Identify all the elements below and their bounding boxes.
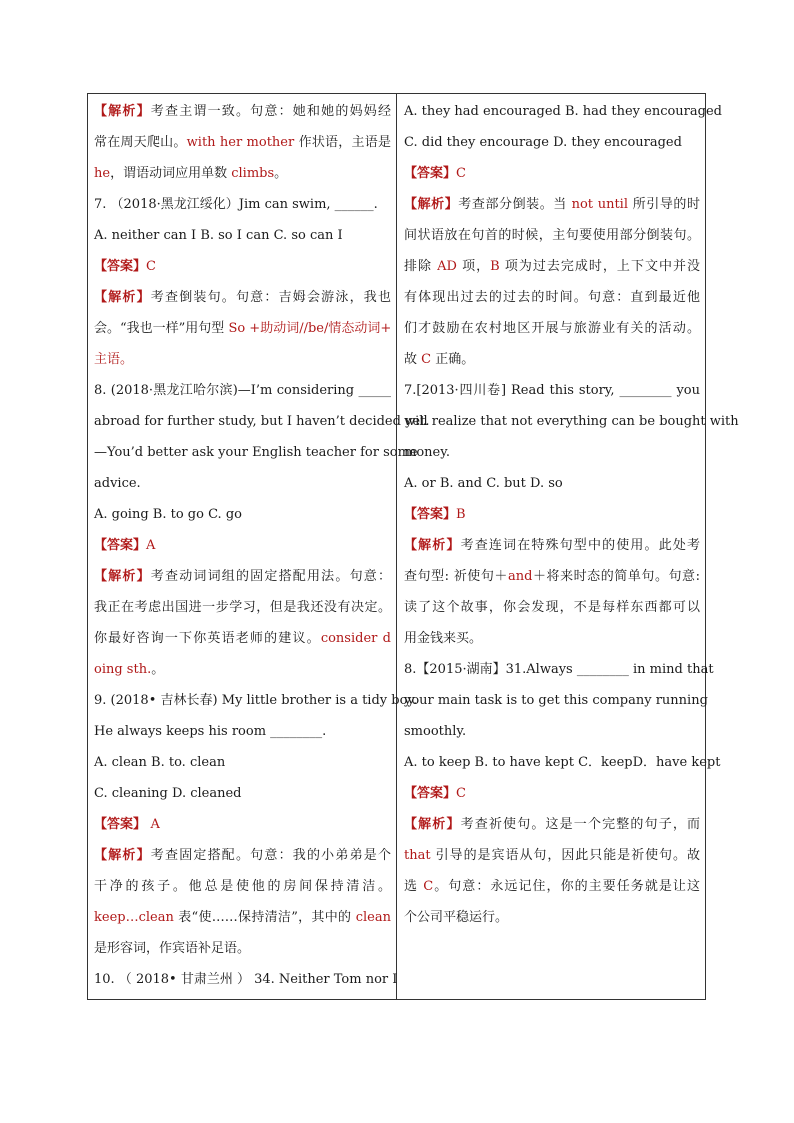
text-run: 【解析】 <box>94 848 151 863</box>
text-run: 。句意：永远记住，你的主要任务就是让这 <box>433 879 700 894</box>
right-text-line <box>404 220 700 251</box>
text-run: 用金钱来买。 <box>404 631 483 646</box>
text-run: 有体现出过去的过去的时间。句意：直到最近他 <box>404 290 700 305</box>
text-run: your main task is to get this company running <box>404 693 708 708</box>
text-run: 。 <box>274 166 288 181</box>
left-text-line <box>94 282 391 313</box>
right-text-line <box>404 778 700 809</box>
left-text-line <box>94 933 391 964</box>
left-text-line <box>94 437 418 468</box>
text-run: A <box>150 817 160 832</box>
text-run: 读了这个故事，你会发现，不是每样东西都可以 <box>404 600 700 615</box>
left-text-line <box>94 96 391 127</box>
left-text-line <box>94 158 391 189</box>
text-run: 【答案】 <box>94 538 147 553</box>
text-run: 会。“我也一样”用句型 <box>94 321 229 336</box>
text-run: 表“使……保持清洁”，其中的 <box>178 910 356 925</box>
left-text-line <box>94 623 391 654</box>
text-run: 【解析】 <box>94 104 151 119</box>
left-text-line <box>94 561 391 592</box>
left-text-line <box>94 127 391 158</box>
text-run: will realize that not everything can be bought with <box>404 414 739 429</box>
left-text-line <box>94 871 391 902</box>
text-run: 【解析】 <box>404 197 459 212</box>
text-run: 考查连词在特殊句型中的使用。此处考 <box>460 538 700 553</box>
text-run: 考查动词词组的固定搭配用法。句意： <box>150 569 391 584</box>
right-text-line <box>404 96 722 127</box>
text-run: 排除 <box>404 259 438 274</box>
text-run: 们才鼓励在农村地区开展与旅游业有关的活动。 <box>404 321 700 336</box>
text-run: 查句型: 祈使句＋ <box>404 569 508 584</box>
text-run: advice. <box>94 476 141 491</box>
text-run: money. <box>404 445 450 460</box>
left-text-line <box>94 313 391 344</box>
left-text-line <box>94 499 391 530</box>
text-run: A. neither can I B. so I can C. so can I <box>94 228 343 243</box>
left-text-line <box>94 592 391 623</box>
right-text-line <box>404 313 700 344</box>
text-run: 。 <box>151 662 165 677</box>
text-run: 【解析】 <box>404 538 461 553</box>
text-run: 考查倒装句。句意：吉姆会游泳，我也 <box>150 290 391 305</box>
right-text-line <box>404 530 700 561</box>
text-run: that <box>404 848 436 863</box>
text-run: ，谓语动词应用单数 <box>110 166 232 181</box>
text-run: 引导的是宾语从句，因此只能是祈使句。故 <box>435 848 700 863</box>
right-text-line <box>404 561 700 592</box>
text-run: not until <box>571 197 633 212</box>
text-run: —You’d better ask your English teacher for some <box>94 445 418 460</box>
left-text-line <box>94 375 391 406</box>
text-run: 8. (2018·黑龙江哈尔滨)—I’m considering _____ <box>94 383 391 398</box>
text-run: 项为过去完成时，上下文中并没 <box>504 259 700 274</box>
right-text-line <box>404 282 700 313</box>
text-run: smoothly. <box>404 724 467 739</box>
left-text-line <box>94 251 391 282</box>
right-text-line <box>404 716 700 747</box>
right-text-line <box>404 344 700 375</box>
text-run: C <box>456 786 466 801</box>
left-text-line <box>94 778 391 809</box>
left-text-line <box>94 468 391 499</box>
text-run: 考查部分倒装。当 <box>458 197 572 212</box>
right-text-line <box>404 747 721 778</box>
text-run: A <box>146 538 156 553</box>
left-text-line <box>94 964 398 995</box>
text-run: 项， <box>462 259 491 274</box>
right-text-line <box>404 158 700 189</box>
text-run: 8.【2015·湖南】31.Always ________ in mind that <box>404 662 714 677</box>
text-run: B <box>490 259 505 274</box>
column-divider <box>396 93 397 1000</box>
text-run: C. did they encourage D. they encouraged <box>404 135 682 150</box>
right-text-line <box>404 375 700 406</box>
left-text-line <box>94 747 391 778</box>
text-run: 【解析】 <box>404 817 461 832</box>
text-run: ＋将来时态的简单句。句意: <box>532 569 700 584</box>
text-run: keep…clean <box>94 910 179 925</box>
text-run: 正确。 <box>435 352 475 367</box>
text-run: 【答案】 <box>94 817 151 832</box>
right-text-line <box>404 685 708 716</box>
left-text-line <box>94 902 391 933</box>
text-run: 常在周天爬山。 <box>94 135 187 150</box>
text-run: 干净的孩子。他总是使他的房间保持清洁。 <box>94 879 391 894</box>
text-run: oing sth. <box>94 662 152 677</box>
text-run: clean <box>355 910 391 925</box>
text-run: C <box>423 879 434 894</box>
text-run: 【答案】 <box>94 259 147 274</box>
text-run: A. clean B. to. clean <box>94 755 226 770</box>
text-run: 考查祈使句。这是一个完整的句子，而 <box>460 817 700 832</box>
text-run: 7.[2013·四川卷] Read this story, ________ you <box>404 383 700 398</box>
text-run: 10. （ 2018• 甘肃兰州 ） 34. Neither Tom nor I <box>94 972 398 987</box>
right-column <box>404 96 739 933</box>
right-text-line <box>404 189 700 220</box>
text-run: C. cleaning D. cleaned <box>94 786 242 801</box>
right-text-line <box>404 592 700 623</box>
left-text-line <box>94 189 391 220</box>
right-text-line <box>404 654 714 685</box>
right-text-line <box>404 809 700 840</box>
text-run: 我正在考虑出国进一步学习，但是我还没有决定。 <box>94 600 391 615</box>
text-run: AD <box>437 259 463 274</box>
text-run: So +助动词//be/情态动词+ <box>228 321 392 336</box>
text-run: A. or B. and C. but D. so <box>404 476 563 491</box>
text-run: consider d <box>320 631 391 646</box>
left-text-line <box>94 716 391 747</box>
text-run: A. going B. to go C. go <box>94 507 242 522</box>
right-text-line <box>404 406 739 437</box>
text-run: 是形容词，作宾语补足语。 <box>94 941 251 956</box>
right-text-line <box>404 902 700 933</box>
text-run: A. to keep B. to have kept C．keepD．have kept <box>404 755 721 770</box>
text-run: abroad for further study, but I haven’t decided yet. <box>94 414 430 429</box>
text-run: 你最好咨询一下你英语老师的建议。 <box>94 631 321 646</box>
text-run: 选 <box>404 879 424 894</box>
left-text-line <box>94 654 391 685</box>
text-run: 作状语，主语是 <box>298 135 391 150</box>
text-run: 所引导的时 <box>632 197 700 212</box>
right-text-line <box>404 871 700 902</box>
left-text-line <box>94 809 391 840</box>
right-text-line <box>404 468 700 499</box>
text-run: 7. （2018·黑龙江绥化）Jim can swim, ______. <box>94 197 378 212</box>
right-text-line <box>404 437 700 468</box>
left-text-line <box>94 530 391 561</box>
left-text-line <box>94 406 430 437</box>
text-run: 【答案】 <box>404 507 457 522</box>
left-text-line <box>94 344 391 375</box>
right-text-line <box>404 499 700 530</box>
text-run: he <box>94 166 111 181</box>
text-run: 9. (2018• 吉林长春) My little brother is a tidy boy. <box>94 693 418 708</box>
text-run: C <box>146 259 156 274</box>
left-text-line <box>94 685 418 716</box>
text-run: B <box>456 507 466 522</box>
text-run: climbs <box>231 166 275 181</box>
text-run: 间状语放在句首的时候，主句要使用部分倒装句。 <box>404 228 700 243</box>
text-run: 【解析】 <box>94 290 151 305</box>
left-text-line <box>94 220 391 251</box>
text-run: C <box>456 166 466 181</box>
text-run: He always keeps his room ________. <box>94 724 327 739</box>
text-run: 【答案】 <box>404 786 457 801</box>
left-text-line <box>94 840 391 871</box>
text-run: C <box>421 352 436 367</box>
text-run: 故 <box>404 352 422 367</box>
right-text-line <box>404 623 700 654</box>
text-run: 【解析】 <box>94 569 151 584</box>
text-run: 考查固定搭配。句意：我的小弟弟是个 <box>150 848 391 863</box>
text-run: 考查主谓一致。句意：她和她的妈妈经 <box>150 104 391 119</box>
right-text-line <box>404 251 700 282</box>
text-run: with her mother <box>186 135 299 150</box>
text-run: 个公司平稳运行。 <box>404 910 509 925</box>
right-text-line <box>404 840 700 871</box>
text-run: 主语。 <box>94 352 134 367</box>
text-run: A. they had encouraged B. had they encouraged <box>404 104 722 119</box>
right-text-line <box>404 127 700 158</box>
text-run: and <box>507 569 533 584</box>
text-run: 【答案】 <box>404 166 457 181</box>
